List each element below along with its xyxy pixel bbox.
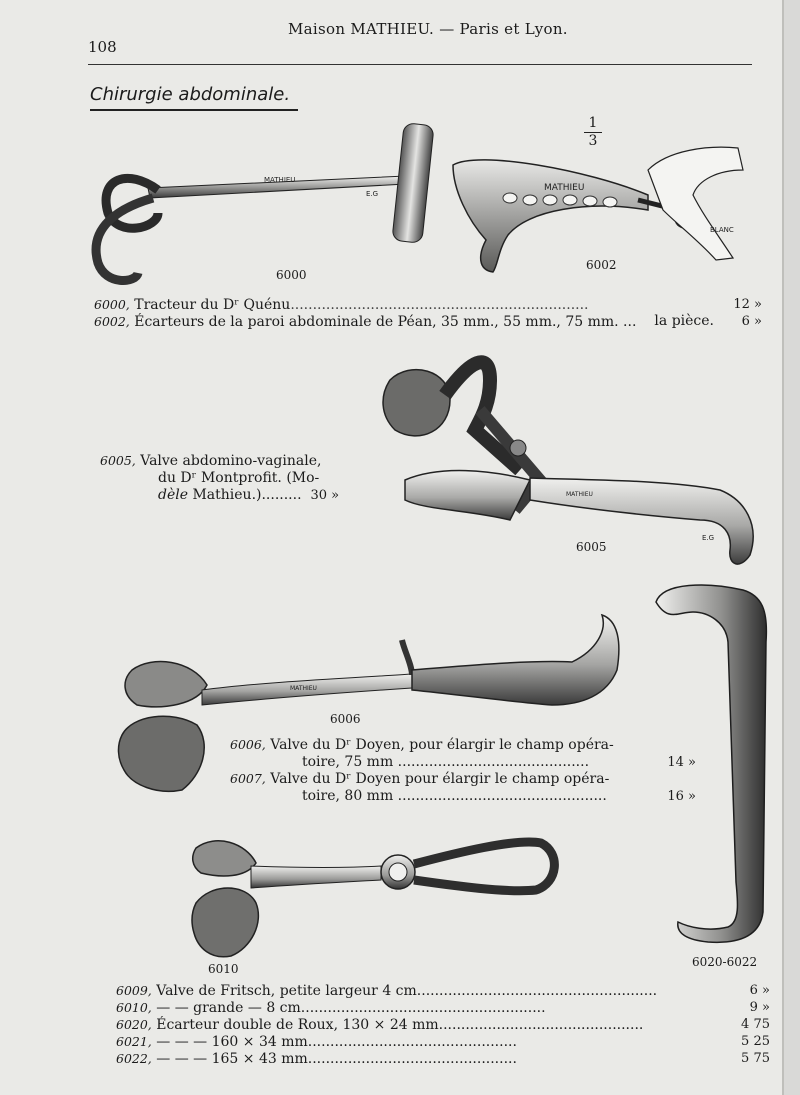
- entry-text: Écarteur double de Roux, 130 × 24 mm..............................................: [156, 1017, 644, 1033]
- entry-price: 5 75: [741, 1051, 770, 1066]
- scale-numerator: 1: [588, 115, 598, 131]
- engraving-text: MATHIEU: [566, 491, 593, 498]
- entry-line2: toire, 80 mm ...............................................: [302, 788, 607, 804]
- engraving-text: MATHIEU: [264, 176, 296, 184]
- entry-text: Valve de Fritsch, petite largeur 4 cm......................................................: [156, 983, 658, 999]
- section-title: Chirurgie abdominale.: [90, 84, 291, 105]
- entry-code: 6006,: [230, 737, 266, 752]
- section-underline: [90, 109, 298, 111]
- figure-label-6020: 6020-6022: [692, 955, 758, 969]
- entry-6020: [116, 1016, 770, 1034]
- entry-text: — — grande — 8 cm.......................................................: [156, 1000, 546, 1016]
- entry-text: Tracteur du Dʳ Quénu: [134, 297, 291, 313]
- entry-6009: [116, 982, 770, 1000]
- entry-6010: [116, 999, 770, 1017]
- maker-mark: E.G: [702, 534, 715, 542]
- entry-price: 9 »: [749, 1000, 770, 1015]
- entry-code: 6020,: [116, 1017, 152, 1032]
- entry-price: 4 75: [741, 1017, 770, 1032]
- scale-denominator: 3: [588, 133, 598, 149]
- entry-text: Écarteurs de la paroi abdominale de Péan, 35 mm., 55 mm., 75 mm. ...: [134, 314, 637, 330]
- figure-6005-valve: [380, 350, 770, 580]
- entry-dots: ...................................................................: [290, 297, 589, 313]
- entry-price: 6 »: [749, 983, 770, 998]
- entry-line1: Valve du Dʳ Doyen, pour élargir le champ opéra-: [270, 737, 614, 753]
- glove-text: BLANC: [710, 226, 734, 234]
- entry-code: 6002,: [94, 314, 130, 329]
- entry-6002: [94, 313, 766, 331]
- entry-code: 6009,: [116, 983, 152, 998]
- entry-6021: [116, 1033, 770, 1051]
- entry-code: 6000,: [94, 297, 130, 312]
- entry-text: — — — 165 × 43 mm...............................................: [156, 1051, 517, 1067]
- entry-6007: [230, 770, 700, 805]
- entry-code: 6021,: [116, 1034, 152, 1049]
- entry-6006: [230, 736, 700, 771]
- entry-unit: la pièce.: [654, 313, 714, 329]
- entry-6005: [100, 452, 339, 504]
- entry-price: 16 »: [667, 789, 696, 804]
- engraving-text: MATHIEU: [544, 183, 585, 193]
- page-number: 108: [88, 38, 117, 56]
- header-rule: [88, 64, 752, 65]
- entry-line1: Valve abdomino-vaginale,: [140, 453, 322, 469]
- engraving-text: MATHIEU: [290, 685, 317, 692]
- figure-6010-valve: [186, 828, 566, 968]
- entry-code: 6010,: [116, 1000, 152, 1015]
- entry-price: 14 »: [667, 755, 696, 770]
- entry-price: 12 »: [733, 297, 762, 312]
- entry-code: 6005,: [100, 453, 136, 468]
- page-header-title: Maison MATHIEU. — Paris et Lyon.: [288, 20, 568, 38]
- entry-line1: Valve du Dʳ Doyen pour élargir le champ opéra-: [270, 771, 610, 787]
- entry-price: 5 25: [741, 1034, 770, 1049]
- figure-6000-tractor: [88, 118, 448, 288]
- figure-label-6010: 6010: [208, 962, 239, 976]
- entry-line3-italic: dèle: [158, 487, 189, 503]
- entry-line3: Mathieu.).........: [192, 487, 302, 503]
- entry-line2: toire, 75 mm ...........................................: [302, 754, 590, 770]
- figure-label-6000: 6000: [276, 268, 307, 282]
- entry-price: 30 »: [310, 488, 340, 503]
- entry-6022: [116, 1050, 770, 1068]
- entry-code: 6022,: [116, 1051, 152, 1066]
- figure-label-6005: 6005: [576, 540, 607, 554]
- entry-price: 6 »: [741, 314, 762, 329]
- entry-6000: [94, 296, 766, 314]
- entry-line2: du Dʳ Montprofit. (Mo-: [158, 470, 320, 486]
- figure-label-6006: 6006: [330, 712, 361, 726]
- entry-code: 6007,: [230, 771, 266, 786]
- figure-label-6002: 6002: [586, 258, 617, 272]
- maker-mark: E.G: [366, 190, 379, 198]
- entry-text: — — — 160 × 34 mm...............................................: [156, 1034, 517, 1050]
